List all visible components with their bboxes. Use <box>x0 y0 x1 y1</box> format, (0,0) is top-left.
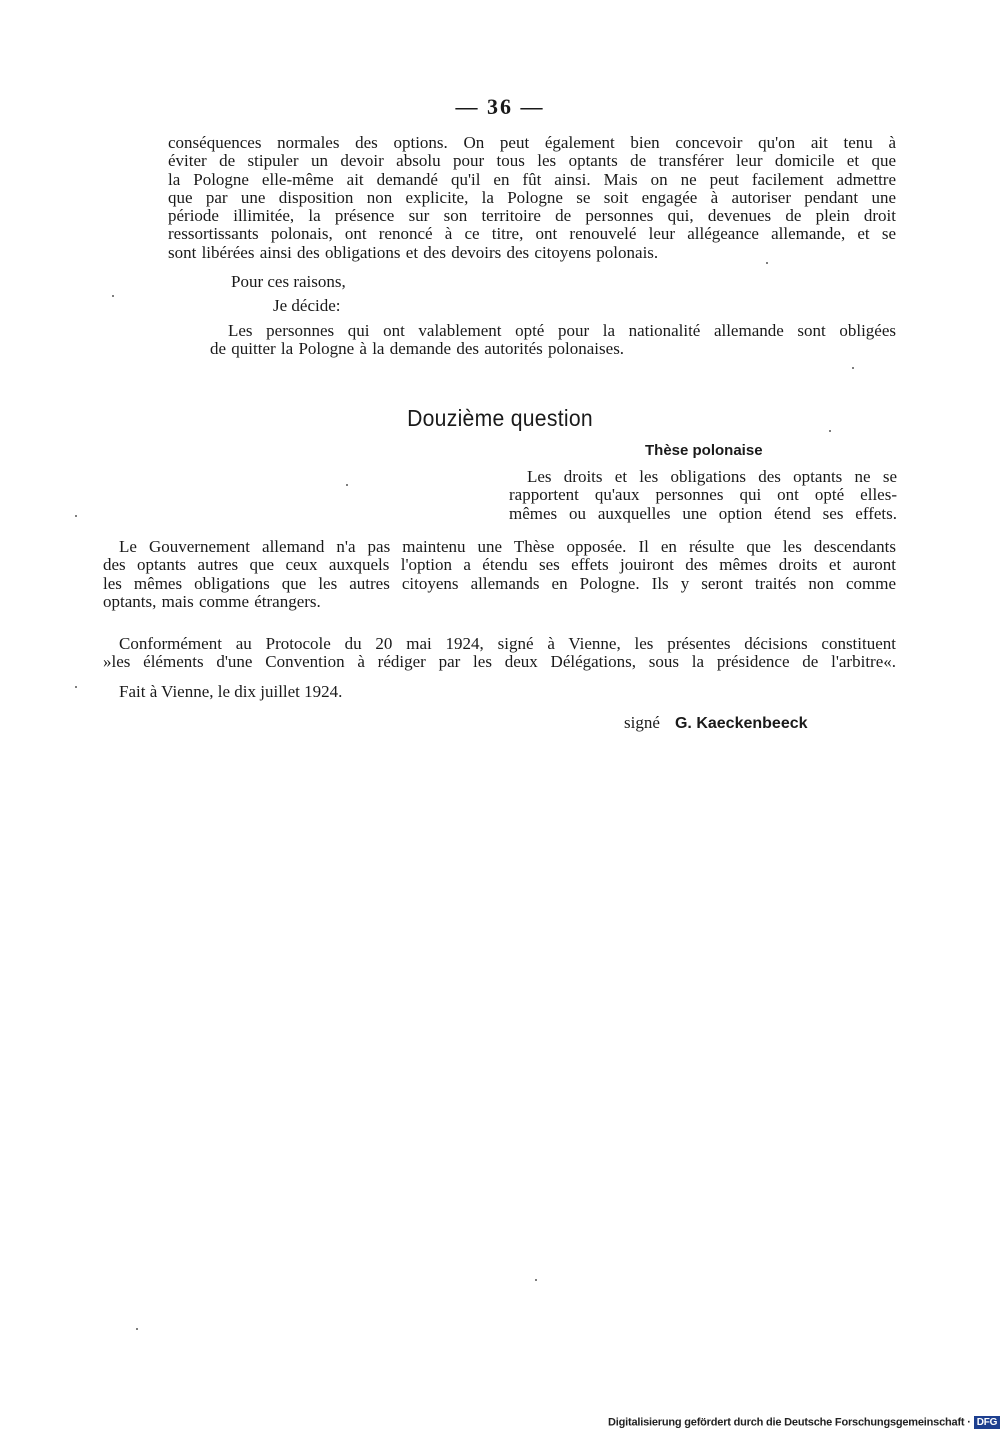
paragraph-line: rapportent qu'aux personnes qui ont opté elles- <box>509 485 897 505</box>
paragraph-line: optants, mais comme étrangers. <box>103 591 321 611</box>
these-text <box>509 468 897 523</box>
signature-prefix: signé <box>624 713 660 732</box>
paragraph-options-consequences <box>168 134 896 262</box>
footer-credit <box>608 1416 1000 1429</box>
section-heading: Douzième question <box>407 405 593 431</box>
scan-speck <box>766 262 768 264</box>
signature <box>624 713 808 733</box>
pour-ces-raisons: Pour ces raisons, <box>231 272 346 291</box>
scan-speck <box>112 295 114 297</box>
scan-speck <box>75 686 77 688</box>
paragraph-line: de quitter la Pologne à la demande des autorités polonaises. <box>210 339 625 359</box>
scan-speck <box>535 1279 537 1281</box>
paragraph-line: sont libérées ainsi des obligations et des devoirs des citoyens polonais. <box>168 242 659 262</box>
paragraph-line: Le Gouvernement allemand n'a pas maintenu une Thèse opposée. Il en résulte que les descendants <box>119 537 896 556</box>
these-heading: Thèse polonaise <box>645 442 763 459</box>
page-number: — 36 — <box>455 94 545 119</box>
scan-speck <box>136 1328 138 1330</box>
paragraph-line: Les personnes qui ont valablement opté pour la nationalité allemande sont obligées <box>228 321 896 340</box>
protocole-paragraph <box>103 635 896 672</box>
paragraph-line: conséquences normales des options. On peut également bien concevoir qu'on ait tenu à <box>168 133 896 152</box>
paragraph-line: que par une disposition non explicite, la Pologne se soit engagée à autoriser pendant une <box>168 187 896 207</box>
paragraph-line: la Pologne elle-même ait demandé qu'il en fût ainsi. Mais on ne peut facilement admettre <box>168 169 896 189</box>
scan-speck <box>75 515 77 517</box>
signature-name: G. Kaeckenbeeck <box>674 715 808 732</box>
paragraph-line: Les droits et les obligations des optants ne se <box>527 467 897 486</box>
scan-speck <box>852 367 854 369</box>
paragraph-line: mêmes ou auxquelles une option étend ses effets. <box>509 503 897 523</box>
paragraph-line: période illimitée, la présence sur son territoire de personnes qui, devenues de plein droit <box>168 206 896 226</box>
paragraph-line: ressortissants polonais, ont renoncé à ce titre, ont renouvelé leur allégeance allemande, et se <box>168 224 896 244</box>
paragraph-line: les mêmes obligations que les autres citoyens allemands en Pologne. Ils y seront traités non comme <box>103 573 896 593</box>
fait-a-vienne: Fait à Vienne, le dix juillet 1924. <box>119 682 343 701</box>
paragraph-line: éviter de stipuler un devoir absolu pour tous les optants de transférer leur domicile et que <box>168 151 896 171</box>
paragraph-line: »les éléments d'une Convention à rédiger par les deux Délégations, sous la présidence de l'arbitre«. <box>103 652 896 672</box>
scan-speck <box>346 484 348 486</box>
decision-paragraph <box>210 322 896 359</box>
paragraph-line: des optants autres que ceux auxquels l'option a étendu ses effets jouiront des mêmes droits et auront <box>103 555 896 575</box>
je-decide: Je décide: <box>273 296 341 315</box>
gouvernement-paragraph <box>103 538 896 611</box>
scan-speck <box>829 430 831 432</box>
dfg-logo-icon: DFG <box>974 1416 1000 1429</box>
paragraph-line: Conformément au Protocole du 20 mai 1924, signé à Vienne, les présentes décisions constituent <box>119 634 896 653</box>
footer-text: Digitalisierung gefördert durch die Deutsche Forschungsgemeinschaft · <box>608 1416 971 1429</box>
